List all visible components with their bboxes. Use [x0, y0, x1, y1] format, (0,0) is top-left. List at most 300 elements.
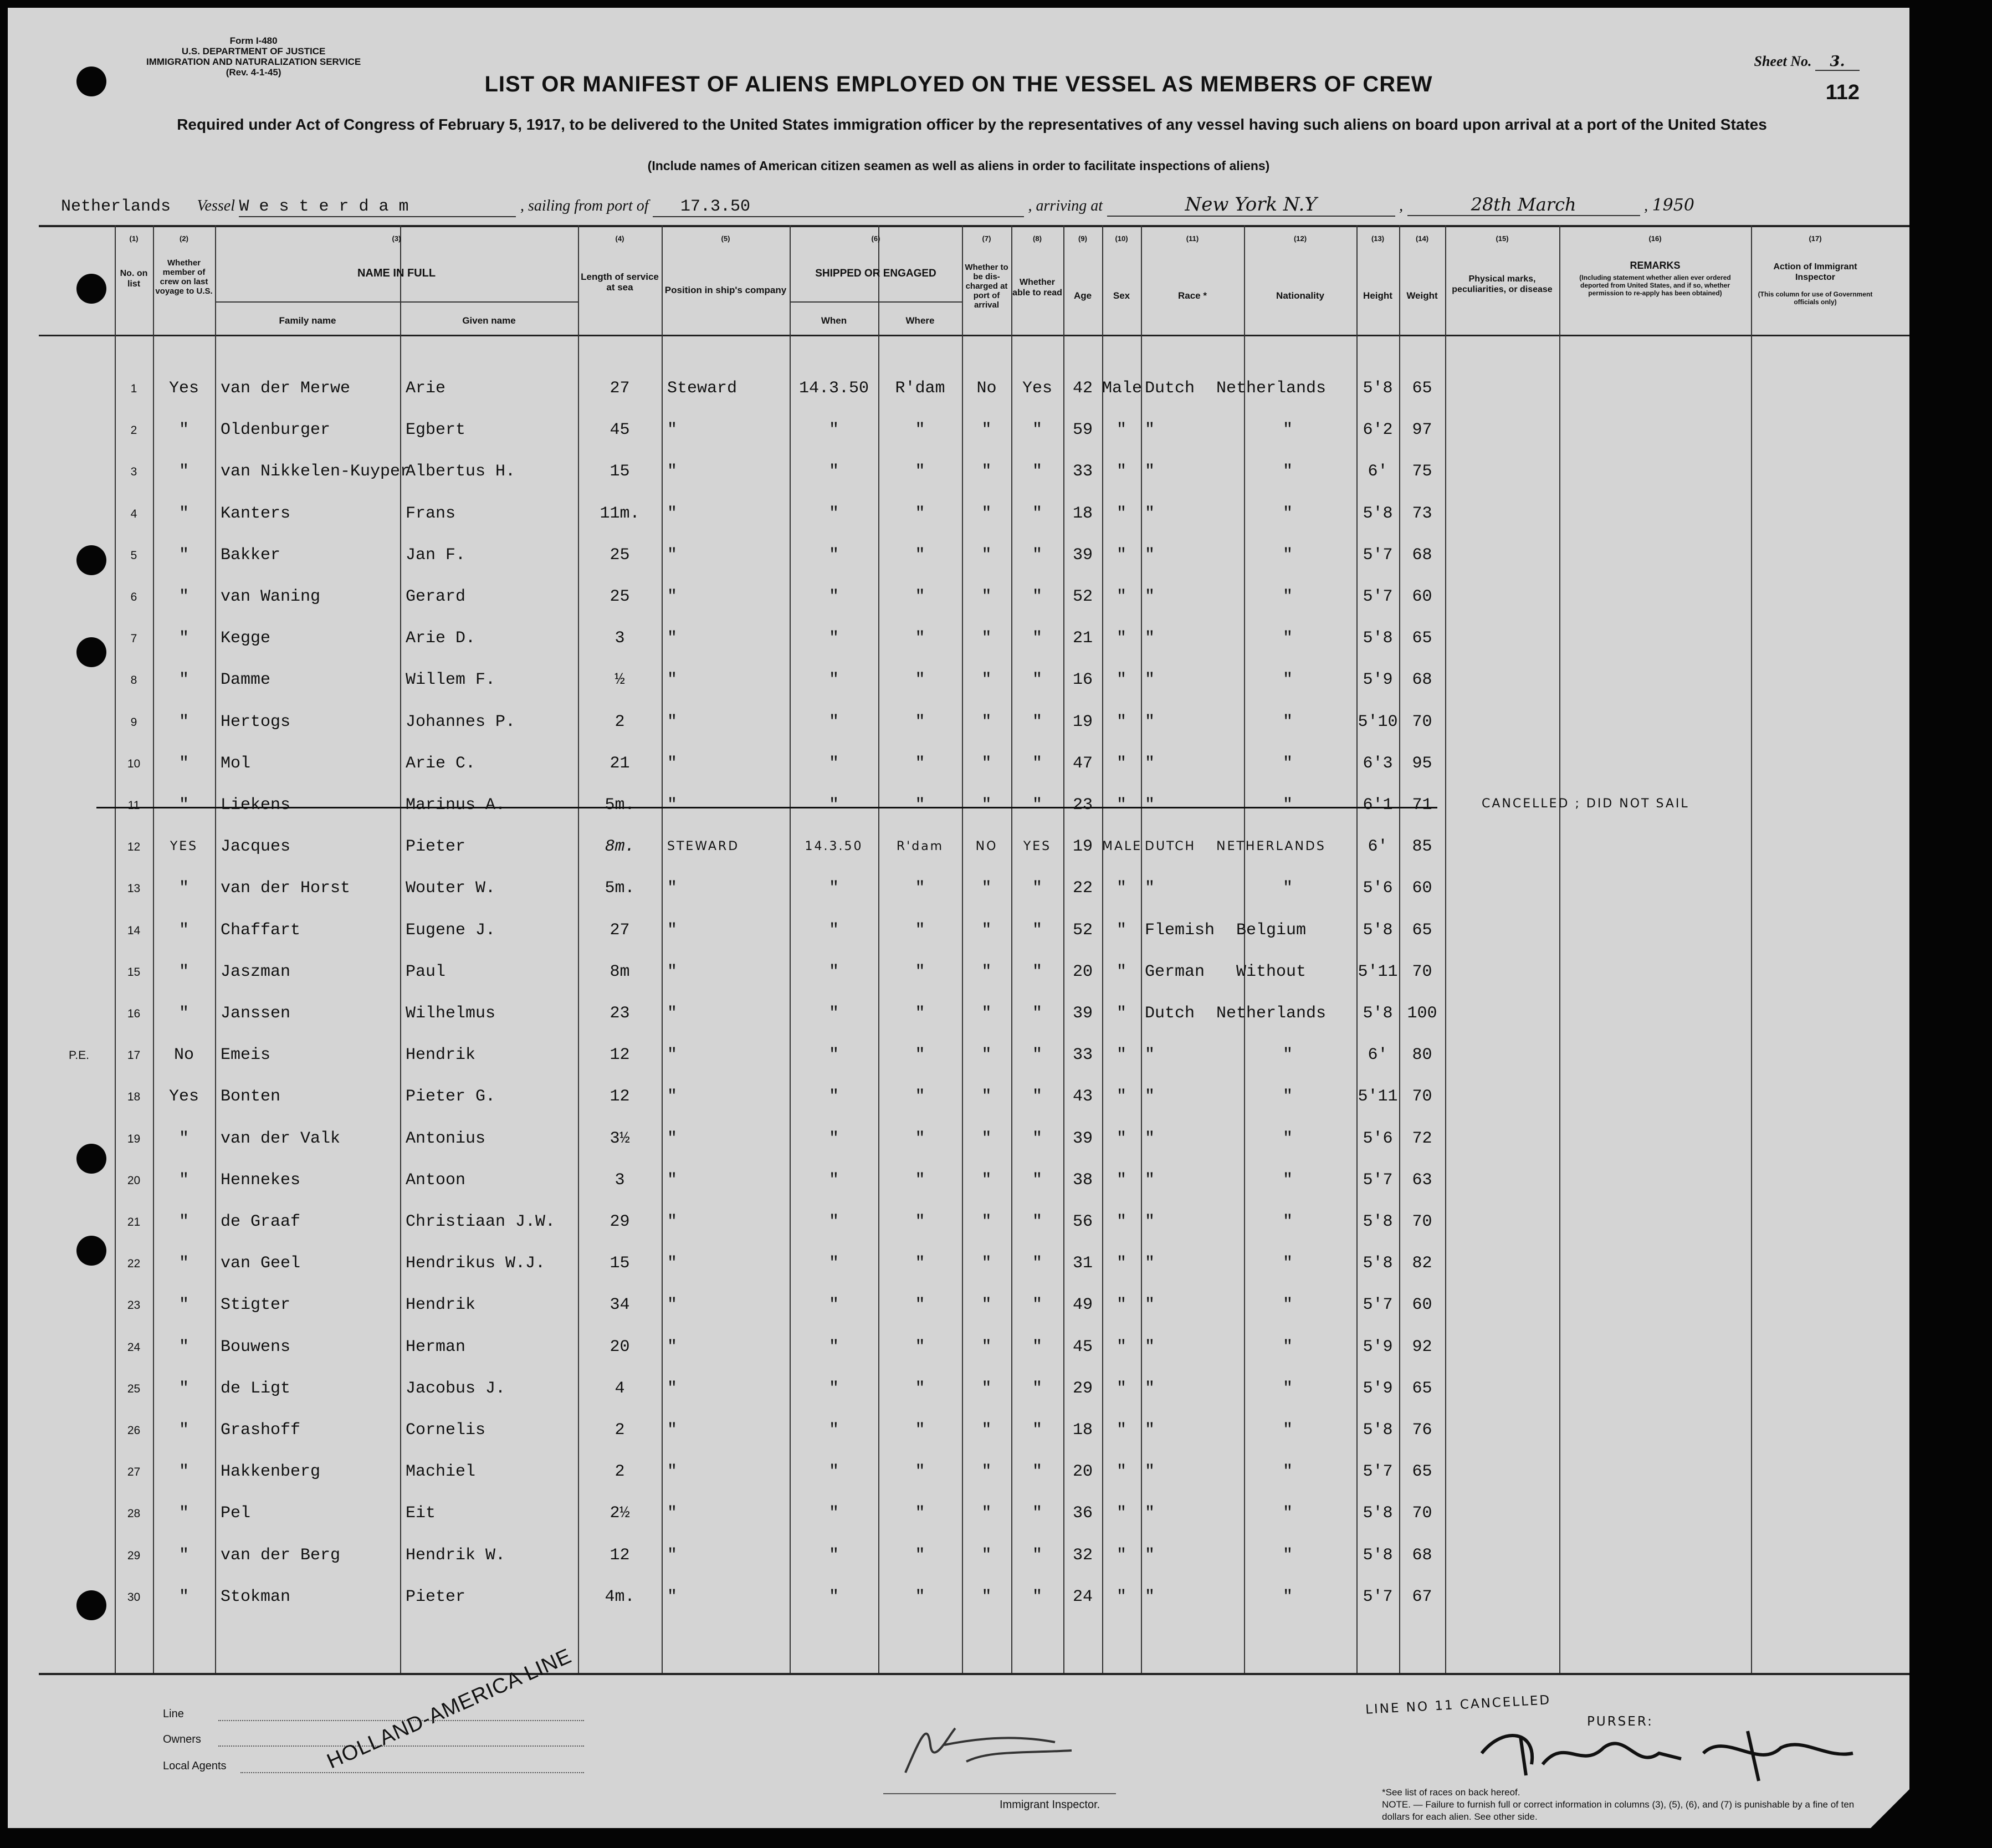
cell-when: ": [828, 504, 839, 523]
form-identifier: [146, 35, 361, 78]
cell-sex: ": [1116, 962, 1126, 981]
cell-age: 19: [1072, 712, 1093, 731]
cell-when: ": [828, 1379, 839, 1398]
cell-given: Paul: [406, 962, 446, 981]
cell-given: Machiel: [406, 1462, 476, 1482]
page-title: LIST OR MANIFEST OF ALIENS EMPLOYED ON THE VESSEL AS MEMBERS OF CREW: [484, 72, 1433, 96]
vessel-label: Vessel: [197, 197, 235, 214]
header-bottom-rule: [39, 335, 1909, 336]
cell-length: 5m.: [605, 879, 635, 898]
cell-disch: ": [981, 545, 992, 565]
cell-length: 3½: [610, 1129, 630, 1148]
col-header-height: Height: [1363, 290, 1392, 301]
cell-where: ": [915, 1254, 925, 1273]
cell-sex: ": [1116, 1337, 1126, 1356]
cell-family: Jaszman: [221, 962, 291, 981]
table-row: [8, 1538, 1909, 1579]
cell-read: ": [1032, 1462, 1042, 1482]
inspector-signature: [889, 1712, 1099, 1784]
cell-weight: 68: [1412, 1545, 1432, 1565]
cell-where: ": [915, 629, 925, 648]
cell-when: ": [828, 920, 839, 940]
cell-disch: ": [981, 1254, 992, 1273]
form-revision: (Rev. 4-1-45): [226, 67, 281, 78]
cell-no: 5: [130, 549, 137, 562]
col-num: (11): [1186, 234, 1199, 243]
cell-disch: ": [981, 1129, 992, 1148]
cell-sex: ": [1116, 1296, 1126, 1315]
cell-sex: ": [1116, 462, 1126, 482]
cell-nat: ": [1282, 1254, 1293, 1273]
cell-sex: ": [1116, 754, 1126, 773]
cell-member: ": [178, 1545, 189, 1565]
cell-age: 39: [1072, 1004, 1093, 1023]
cell-family: Hertogs: [221, 712, 291, 731]
cell-where: ": [915, 587, 925, 606]
cell-where: ": [915, 1545, 925, 1565]
cell-length: 3: [615, 629, 625, 648]
cell-sex: ": [1116, 1504, 1126, 1523]
cell-family: Emeis: [221, 1046, 271, 1065]
cell-height: 5'9: [1363, 1337, 1393, 1356]
cell-given: Arie C.: [406, 754, 476, 773]
strike-through-line: [96, 807, 1437, 808]
cell-length: 11m.: [600, 504, 640, 523]
cell-age: 18: [1072, 504, 1093, 523]
col-num: (10): [1115, 234, 1128, 243]
cell-given: Jacobus J.: [406, 1379, 506, 1398]
cell-position: STEWARD: [667, 839, 740, 854]
cell-read: ": [1032, 1545, 1042, 1565]
cell-no: 23: [127, 1299, 141, 1312]
cell-when: ": [828, 879, 839, 898]
cell-family: Oldenburger: [221, 421, 331, 440]
cell-age: 45: [1072, 1337, 1093, 1356]
cell-position: ": [667, 504, 678, 523]
cell-nat: NETHERLANDS: [1216, 839, 1326, 854]
cell-family: Mol: [221, 754, 251, 773]
cell-member: ": [178, 1296, 189, 1315]
cell-age: 31: [1072, 1254, 1093, 1273]
cell-when: ": [828, 1129, 839, 1148]
cell-no: 10: [127, 757, 141, 770]
cell-length: 15: [610, 1254, 630, 1273]
cell-when: ": [828, 1545, 839, 1565]
cell-weight: 82: [1412, 1254, 1432, 1273]
cell-length: 21: [610, 754, 630, 773]
cell-length: 2: [615, 712, 625, 731]
cell-position: ": [667, 1087, 678, 1107]
cell-height: 5'8: [1363, 1421, 1393, 1440]
cell-no: 27: [127, 1466, 141, 1479]
cell-race: German: [1145, 962, 1205, 981]
cell-nat: ": [1282, 587, 1293, 606]
cell-weight: 60: [1412, 587, 1432, 606]
table-row: [8, 1371, 1909, 1412]
cell-age: 38: [1072, 1170, 1093, 1190]
cell-age: 24: [1072, 1587, 1093, 1606]
cell-weight: 65: [1412, 629, 1432, 648]
col-header-age: Age: [1073, 290, 1092, 301]
cell-height: 5'11: [1358, 962, 1398, 981]
table-top-rule: [39, 225, 1909, 227]
cell-read: ": [1032, 962, 1042, 981]
cell-when: ": [828, 1004, 839, 1023]
cell-given: Arie D.: [406, 629, 476, 648]
page-number: 112: [1825, 81, 1860, 104]
sailing-date: 17.3.50: [653, 197, 1024, 217]
cell-position: ": [667, 670, 678, 690]
cell-family: Bakker: [221, 545, 281, 565]
cell-position: ": [667, 587, 678, 606]
cell-disch: ": [981, 504, 992, 523]
cell-read: ": [1032, 1587, 1042, 1606]
cell-weight: 80: [1412, 1046, 1432, 1065]
cell-race: ": [1145, 629, 1155, 648]
cell-no: 20: [127, 1174, 141, 1187]
cell-weight: 71: [1412, 796, 1432, 815]
sheet-number: [1754, 53, 1860, 71]
cell-when: ": [828, 754, 839, 773]
cell-height: 5'9: [1363, 670, 1393, 690]
cell-age: 22: [1072, 879, 1093, 898]
cell-when: ": [828, 629, 839, 648]
cell-when: ": [828, 1087, 839, 1107]
cell-when: ": [828, 545, 839, 565]
sheet-number-value: 3.: [1815, 53, 1860, 71]
cell-no: 24: [127, 1340, 141, 1354]
cell-nat: ": [1282, 1087, 1293, 1107]
cell-member: ": [178, 1379, 189, 1398]
cell-height: 5'6: [1363, 879, 1393, 898]
cell-when: ": [828, 1587, 839, 1606]
cell-nat: ": [1282, 1421, 1293, 1440]
cell-when: ": [828, 670, 839, 690]
cell-no: 14: [127, 924, 141, 937]
cell-read: ": [1032, 629, 1042, 648]
col-header-member: Whether member of crew on last voyage to U.S.: [155, 258, 213, 296]
cell-nat: ": [1282, 1379, 1293, 1398]
cell-age: 59: [1072, 421, 1093, 440]
cell-weight: 65: [1412, 1462, 1432, 1482]
table-row: [8, 913, 1909, 954]
cell-member: ": [178, 1212, 189, 1231]
col-header-sex: Sex: [1113, 290, 1130, 301]
col-num: (14): [1415, 234, 1429, 243]
cell-position: ": [667, 1170, 678, 1190]
punch-hole: [76, 274, 106, 304]
cell-height: 6'3: [1363, 754, 1393, 773]
cell-no: 1: [130, 382, 137, 395]
cell-weight: 70: [1412, 1504, 1432, 1523]
cell-weight: 65: [1412, 920, 1432, 940]
cell-sex: ": [1116, 1087, 1126, 1107]
cell-where: ": [915, 462, 925, 482]
cancelled-note: CANCELLED ; DID NOT SAIL: [1482, 797, 1689, 811]
cell-age: 20: [1072, 962, 1093, 981]
cell-where: R'dam: [896, 839, 944, 854]
cell-weight: 76: [1412, 1421, 1432, 1440]
col-header-race: Race *: [1178, 290, 1207, 301]
cell-weight: 60: [1412, 879, 1432, 898]
cell-where: ": [915, 1587, 925, 1606]
cell-family: Hennekes: [221, 1170, 301, 1190]
cell-race: ": [1145, 421, 1155, 440]
col-header-nationality: Nationality: [1276, 290, 1324, 301]
cell-race: Dutch: [1145, 1004, 1195, 1023]
cell-height: 6': [1368, 837, 1388, 857]
col-header-name: NAME IN FULL: [357, 267, 436, 279]
cell-weight: 72: [1412, 1129, 1432, 1148]
cell-length: 27: [610, 920, 630, 940]
col-num: (12): [1293, 234, 1307, 243]
col-header-physical: Physical marks, peculiarities, or disease: [1452, 274, 1553, 294]
include-note: (Include names of American citizen seamen as well as aliens in order to facilitate inspections of aliens): [647, 158, 1270, 173]
col-header-when: When: [821, 315, 847, 326]
col-header-shipped: SHIPPED OR ENGAGED: [815, 268, 936, 279]
cell-read: ": [1032, 545, 1042, 565]
cell-age: 23: [1072, 796, 1093, 815]
cell-given: Wilhelmus: [406, 1004, 496, 1023]
cell-age: 56: [1072, 1212, 1093, 1231]
cell-weight: 70: [1412, 712, 1432, 731]
cell-family: Chaffart: [221, 920, 301, 940]
cell-given: Herman: [406, 1337, 466, 1356]
cell-height: 5'8: [1363, 1545, 1393, 1565]
cell-mark: P.E.: [69, 1049, 89, 1062]
cell-read: ": [1032, 587, 1042, 606]
cell-age: 33: [1072, 1046, 1093, 1065]
cell-where: ": [915, 1212, 925, 1231]
cell-position: ": [667, 920, 678, 940]
table-row: [8, 955, 1909, 996]
cell-disch: ": [981, 712, 992, 731]
col-num: (2): [180, 234, 188, 243]
cell-age: 39: [1072, 545, 1093, 565]
cell-disch: ": [981, 879, 992, 898]
cell-member: ": [178, 962, 189, 981]
col-header-given: Given name: [462, 315, 516, 326]
cell-member: ": [178, 754, 189, 773]
cell-read: ": [1032, 1296, 1042, 1315]
col-num: (16): [1648, 234, 1662, 243]
cell-when: ": [828, 1212, 839, 1231]
cell-member: No: [173, 1046, 194, 1065]
cell-member: ": [178, 1004, 189, 1023]
cell-race: ": [1145, 1587, 1155, 1606]
cell-race: ": [1145, 1170, 1155, 1190]
col-num: (17): [1809, 234, 1822, 243]
cell-family: van Waning: [221, 587, 321, 606]
cell-length: 2½: [610, 1504, 630, 1523]
cell-disch: ": [981, 1504, 992, 1523]
cell-position: Steward: [667, 379, 738, 398]
cell-sex: ": [1116, 670, 1126, 690]
table-row: [8, 1205, 1909, 1246]
cell-given: Cornelis: [406, 1421, 486, 1440]
cell-member: ": [178, 712, 189, 731]
table-row: [8, 454, 1909, 495]
table-row: [8, 746, 1909, 787]
col-header-length: Length of service at sea: [581, 272, 659, 293]
cell-given: Antonius: [406, 1129, 486, 1148]
cell-age: 18: [1072, 1421, 1093, 1440]
sheet-label: Sheet No.: [1754, 53, 1812, 69]
cell-length: 2: [615, 1462, 625, 1482]
cell-family: Stokman: [221, 1587, 291, 1606]
cell-disch: ": [981, 462, 992, 482]
cell-weight: 92: [1412, 1337, 1432, 1356]
cell-disch: ": [981, 1379, 992, 1398]
arriving-port: New York N.Y: [1107, 193, 1395, 217]
cell-length: ½: [615, 670, 625, 690]
table-row: [8, 538, 1909, 579]
cell-disch: ": [981, 1046, 992, 1065]
cell-age: 36: [1072, 1504, 1093, 1523]
cell-race: ": [1145, 1046, 1155, 1065]
cell-position: ": [667, 1379, 678, 1398]
cell-no: 11: [127, 799, 140, 812]
cell-race: ": [1145, 1296, 1155, 1315]
cell-age: 43: [1072, 1087, 1093, 1107]
cell-read: ": [1032, 1421, 1042, 1440]
cell-member: ": [178, 1337, 189, 1356]
cell-age: 39: [1072, 1129, 1093, 1148]
cell-read: ": [1032, 754, 1042, 773]
cell-no: 7: [130, 632, 137, 646]
cell-read: ": [1032, 920, 1042, 940]
cell-length: 34: [610, 1296, 630, 1315]
cell-family: Grashoff: [221, 1421, 301, 1440]
cell-weight: 100: [1407, 1004, 1437, 1023]
cell-where: ": [915, 1504, 925, 1523]
cell-race: ": [1145, 1254, 1155, 1273]
cell-read: ": [1032, 504, 1042, 523]
cell-family: van der Horst: [221, 879, 351, 898]
table-row: [8, 663, 1909, 704]
cell-age: 32: [1072, 1545, 1093, 1565]
cell-when: ": [828, 587, 839, 606]
cell-position: ": [667, 1462, 678, 1482]
cell-where: ": [915, 1170, 925, 1190]
cell-sex: ": [1116, 629, 1126, 648]
cell-given: Arie: [406, 379, 446, 398]
col-header-no: No. on list: [120, 269, 148, 289]
cell-member: ": [178, 504, 189, 523]
cell-when: ": [828, 712, 839, 731]
cell-family: Pel: [221, 1504, 251, 1523]
cell-given: Antoon: [406, 1170, 466, 1190]
cell-age: 19: [1072, 837, 1093, 857]
table-row: [8, 871, 1909, 912]
cell-when: ": [828, 1170, 839, 1190]
cell-sex: ": [1116, 1545, 1126, 1565]
cell-position: ": [667, 1504, 678, 1523]
cell-nat: ": [1282, 1046, 1293, 1065]
cell-member: ": [178, 920, 189, 940]
cell-race: ": [1145, 504, 1155, 523]
cell-member: ": [178, 796, 189, 815]
cell-sex: ": [1116, 545, 1126, 565]
cell-read: ": [1032, 1129, 1042, 1148]
cell-race: ": [1145, 1462, 1155, 1482]
cell-no: 2: [130, 424, 137, 437]
table-row: [8, 1330, 1909, 1371]
cell-nat: Belgium: [1236, 920, 1307, 940]
cell-weight: 67: [1412, 1587, 1432, 1606]
cell-height: 5'10: [1358, 712, 1398, 731]
cell-position: ": [667, 1545, 678, 1565]
cell-sex: ": [1116, 1421, 1126, 1440]
cell-family: van der Merwe: [221, 379, 351, 398]
cell-given: Frans: [406, 504, 456, 523]
cell-nat: ": [1282, 421, 1293, 440]
cell-where: ": [915, 920, 925, 940]
cell-height: 5'9: [1363, 1379, 1393, 1398]
cell-length: 15: [610, 462, 630, 482]
cell-when: 14.3.50: [798, 379, 869, 398]
cell-length: 45: [610, 421, 630, 440]
cell-height: 5'8: [1363, 1004, 1393, 1023]
cell-length: 12: [610, 1046, 630, 1065]
cell-given: Hendrik: [406, 1296, 476, 1315]
footer-owners-label: Owners: [163, 1733, 201, 1745]
cell-member: Yes: [168, 1087, 199, 1107]
cell-read: ": [1032, 1379, 1042, 1398]
col-header-weight: Weight: [1406, 290, 1438, 301]
cell-disch: ": [981, 1337, 992, 1356]
cell-length: 4m.: [605, 1587, 635, 1606]
col-header-family: Family name: [279, 315, 336, 326]
cell-no: 25: [127, 1382, 141, 1395]
cell-given: Egbert: [406, 421, 466, 440]
cell-given: Eugene J.: [406, 920, 496, 940]
table-row: [8, 705, 1909, 746]
cell-age: 16: [1072, 670, 1093, 690]
col-num: (4): [615, 234, 624, 243]
cell-no: 6: [130, 591, 137, 603]
cell-member: ": [178, 462, 189, 482]
cell-where: ": [915, 754, 925, 773]
cell-position: ": [667, 421, 678, 440]
cell-read: Yes: [1022, 379, 1052, 398]
col-header-remarks: REMARKS: [1630, 260, 1681, 271]
cell-race: ": [1145, 1337, 1155, 1356]
line-cancelled-note: LINE NO 11 CANCELLED: [1365, 1693, 1551, 1717]
table-row: [8, 830, 1909, 871]
cell-disch: ": [981, 1421, 992, 1440]
table-row: [8, 1038, 1909, 1079]
table-row: [8, 1455, 1909, 1496]
cell-member: ": [178, 1462, 189, 1482]
cell-position: ": [667, 1004, 678, 1023]
cell-race: ": [1145, 587, 1155, 606]
purser-signature: [1471, 1720, 1858, 1786]
cell-read: ": [1032, 1170, 1042, 1190]
cell-no: 30: [127, 1590, 141, 1604]
cell-nat: ": [1282, 670, 1293, 690]
col-num: (1): [129, 234, 139, 243]
cell-when: ": [828, 1462, 839, 1482]
col-num: (9): [1078, 234, 1087, 243]
cell-where: ": [915, 796, 925, 815]
cell-nat: ": [1282, 629, 1293, 648]
cell-position: ": [667, 712, 678, 731]
cell-given: Pieter: [406, 837, 466, 857]
cell-sex: MALE: [1102, 839, 1143, 854]
cell-when: ": [828, 1046, 839, 1065]
cell-member: ": [178, 1421, 189, 1440]
